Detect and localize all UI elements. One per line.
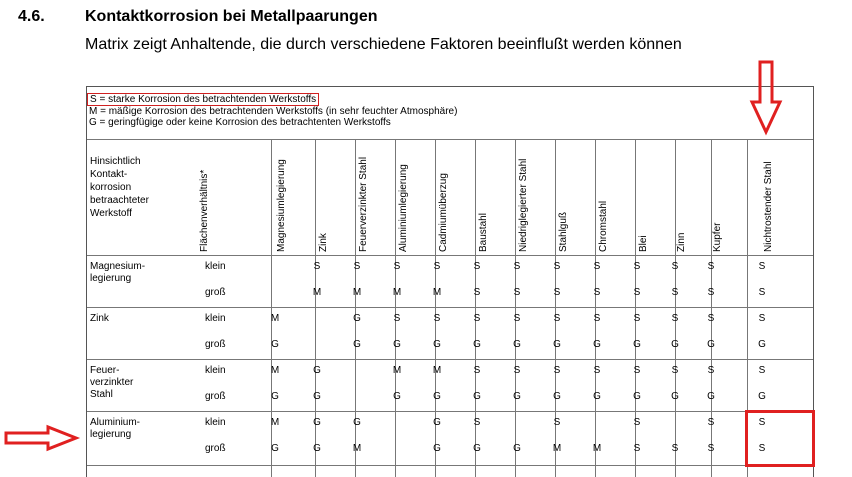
matrix-cell: G — [433, 443, 441, 454]
matrix-cell: S — [758, 313, 766, 324]
matrix-cell: G — [313, 443, 321, 454]
matrix-cell: G — [513, 339, 521, 350]
column-header: Baustahl — [478, 213, 489, 252]
column-header-cell — [276, 159, 288, 252]
matrix-cell: S — [473, 261, 481, 272]
section-subtitle: Matrix zeigt Anhaltende, die durch verschiedene Faktoren beeinflußt werden können — [85, 36, 682, 53]
matrix-cell: S — [758, 287, 766, 298]
matrix-cell: S — [671, 365, 679, 376]
matrix-cell: G — [707, 339, 715, 350]
matrix-cell: S — [758, 443, 766, 454]
matrix-cell: M — [270, 417, 280, 428]
column-header-cell — [638, 235, 650, 252]
row-divider — [87, 307, 813, 308]
matrix-cell: S — [633, 287, 641, 298]
matrix-cell: G — [707, 391, 715, 402]
matrix-cell: S — [707, 261, 715, 272]
row-label: Zink — [90, 313, 109, 324]
area-ratio-value: klein — [205, 417, 226, 428]
matrix-cell: S — [707, 417, 715, 428]
column-header-cell — [558, 211, 570, 252]
matrix-cell: S — [593, 287, 601, 298]
matrix-cell: M — [552, 443, 562, 454]
matrix-cell: G — [473, 443, 481, 454]
column-divider — [515, 139, 516, 477]
right-arrow-icon — [4, 426, 80, 452]
matrix-cell: M — [270, 365, 280, 376]
area-ratio-value: klein — [205, 261, 226, 272]
matrix-cell: M — [432, 287, 442, 298]
column-header: Chromstahl — [598, 200, 609, 252]
column-header-cell — [438, 173, 450, 252]
matrix-cell: G — [313, 391, 321, 402]
row-label: Magnesium- legierung — [90, 261, 146, 284]
matrix-cell: S — [758, 261, 766, 272]
column-header-cell — [598, 200, 610, 252]
column-header: Nichtrostender Stahl — [763, 161, 774, 252]
matrix-cell: G — [593, 391, 601, 402]
row-divider — [87, 359, 813, 360]
column-header: Zinn — [676, 232, 687, 252]
matrix-cell: S — [313, 261, 321, 272]
area-ratio-value: groß — [205, 391, 226, 402]
matrix-cell: G — [553, 391, 561, 402]
matrix-cell: G — [433, 417, 441, 428]
matrix-cell: S — [433, 261, 441, 272]
matrix-cell: S — [707, 287, 715, 298]
highlight-box — [745, 410, 815, 467]
matrix-cell: G — [671, 339, 679, 350]
matrix-cell: G — [313, 417, 321, 428]
column-header: Blei — [638, 235, 649, 252]
matrix-cell: S — [707, 443, 715, 454]
matrix-cell: S — [633, 365, 641, 376]
matrix-cell: M — [352, 443, 362, 454]
matrix-cell: G — [671, 391, 679, 402]
matrix-cell: S — [633, 313, 641, 324]
matrix-cell: S — [758, 417, 766, 428]
matrix-cell: G — [313, 365, 321, 376]
matrix-cell: S — [513, 365, 521, 376]
matrix-cell: S — [473, 365, 481, 376]
column-header-cell — [478, 213, 490, 252]
matrix-cell: G — [271, 339, 279, 350]
column-header: Kupfer — [712, 222, 723, 252]
matrix-cell: G — [271, 391, 279, 402]
matrix-cell: S — [758, 365, 766, 376]
matrix-cell: S — [593, 313, 601, 324]
column-header-cell — [318, 233, 330, 252]
matrix-cell: S — [393, 261, 401, 272]
matrix-cell: G — [393, 391, 401, 402]
matrix-cell: M — [592, 443, 602, 454]
section-title: Kontaktkorrosion bei Metallpaarungen — [85, 8, 378, 25]
matrix-cell: S — [353, 261, 361, 272]
matrix-cell: S — [513, 313, 521, 324]
matrix-cell: G — [513, 391, 521, 402]
column-header: Stahlguß — [558, 211, 569, 252]
corrosion-matrix-table — [86, 86, 814, 477]
column-divider — [395, 139, 396, 477]
column-header-cell — [199, 169, 211, 252]
matrix-cell: S — [593, 261, 601, 272]
row-divider — [87, 465, 813, 466]
matrix-cell: G — [473, 339, 481, 350]
column-header-cell — [712, 222, 724, 252]
matrix-cell: S — [553, 261, 561, 272]
matrix-cell: G — [633, 391, 641, 402]
area-ratio-value: groß — [205, 443, 226, 454]
legend-s: S = starke Korrosion des betrachtenden Werkstoffs — [87, 93, 319, 106]
column-header-cell — [398, 164, 410, 252]
row-label: Feuer- verzinkter Stahl — [90, 365, 134, 400]
legend-g: G = geringfügige oder keine Korrosion des betrachtenten Werkstoffs — [89, 117, 391, 128]
column-header: Zink — [318, 233, 329, 252]
legend — [89, 93, 457, 128]
column-header-cell — [676, 232, 688, 252]
row-divider — [87, 411, 813, 412]
legend-m: M = mäßige Korrosion des betrachtenden Werkstoffs (in sehr feuchter Atmosphäre) — [89, 106, 458, 117]
matrix-cell: M — [392, 287, 402, 298]
matrix-cell: S — [473, 287, 481, 298]
matrix-cell: S — [513, 261, 521, 272]
column-divider — [595, 139, 596, 477]
column-header: Flächenverhältnis* — [199, 169, 210, 252]
matrix-cell: S — [553, 365, 561, 376]
matrix-cell: G — [433, 391, 441, 402]
matrix-cell: G — [758, 339, 766, 350]
matrix-cell: G — [393, 339, 401, 350]
matrix-cell: G — [353, 313, 361, 324]
matrix-cell: G — [473, 391, 481, 402]
matrix-cell: G — [633, 339, 641, 350]
matrix-cell: S — [593, 365, 601, 376]
column-header: Niedriglegierter Stahl — [518, 158, 529, 252]
matrix-cell: G — [593, 339, 601, 350]
matrix-cell: S — [553, 287, 561, 298]
area-ratio-value: klein — [205, 313, 226, 324]
matrix-cell: G — [353, 417, 361, 428]
area-ratio-value: groß — [205, 339, 226, 350]
matrix-cell: M — [392, 365, 402, 376]
column-header: Feuerverzinkter Stahl — [358, 156, 369, 252]
matrix-cell: M — [352, 287, 362, 298]
matrix-cell: S — [707, 365, 715, 376]
section-number: 4.6. — [18, 8, 45, 25]
column-header-cell — [358, 156, 370, 252]
matrix-cell: S — [671, 287, 679, 298]
matrix-cell: S — [553, 417, 561, 428]
row-divider — [87, 255, 813, 256]
header-label: Hinsichtlich Kontakt- korrosion betraachteter Werkstoff — [90, 156, 149, 219]
row-label: Aluminium- legierung — [90, 417, 141, 440]
matrix-cell: M — [270, 313, 280, 324]
matrix-cell: G — [433, 339, 441, 350]
matrix-cell: S — [671, 443, 679, 454]
matrix-cell: S — [707, 313, 715, 324]
legend-divider — [87, 139, 813, 140]
matrix-cell: S — [633, 417, 641, 428]
matrix-cell: G — [758, 391, 766, 402]
column-header: Aluminiumlegierung — [398, 164, 409, 252]
matrix-cell: G — [553, 339, 561, 350]
matrix-cell: S — [473, 313, 481, 324]
matrix-cell: S — [553, 313, 561, 324]
column-divider — [675, 139, 676, 477]
matrix-cell: M — [312, 287, 322, 298]
matrix-cell: G — [271, 443, 279, 454]
matrix-cell: S — [671, 313, 679, 324]
matrix-cell: S — [473, 417, 481, 428]
column-header: Magnesiumlegierung — [276, 159, 287, 252]
matrix-cell: S — [393, 313, 401, 324]
matrix-cell: G — [513, 443, 521, 454]
down-arrow-icon — [752, 60, 782, 136]
area-ratio-value: klein — [205, 365, 226, 376]
matrix-cell: S — [633, 261, 641, 272]
matrix-cell: G — [353, 339, 361, 350]
matrix-cell: S — [671, 261, 679, 272]
column-header: Cadmiumüberzug — [438, 173, 449, 252]
matrix-cell: S — [633, 443, 641, 454]
area-ratio-value: groß — [205, 287, 226, 298]
column-header-cell — [518, 158, 530, 252]
matrix-cell: S — [433, 313, 441, 324]
column-header-cell — [763, 161, 775, 252]
matrix-cell: S — [513, 287, 521, 298]
matrix-cell: M — [432, 365, 442, 376]
